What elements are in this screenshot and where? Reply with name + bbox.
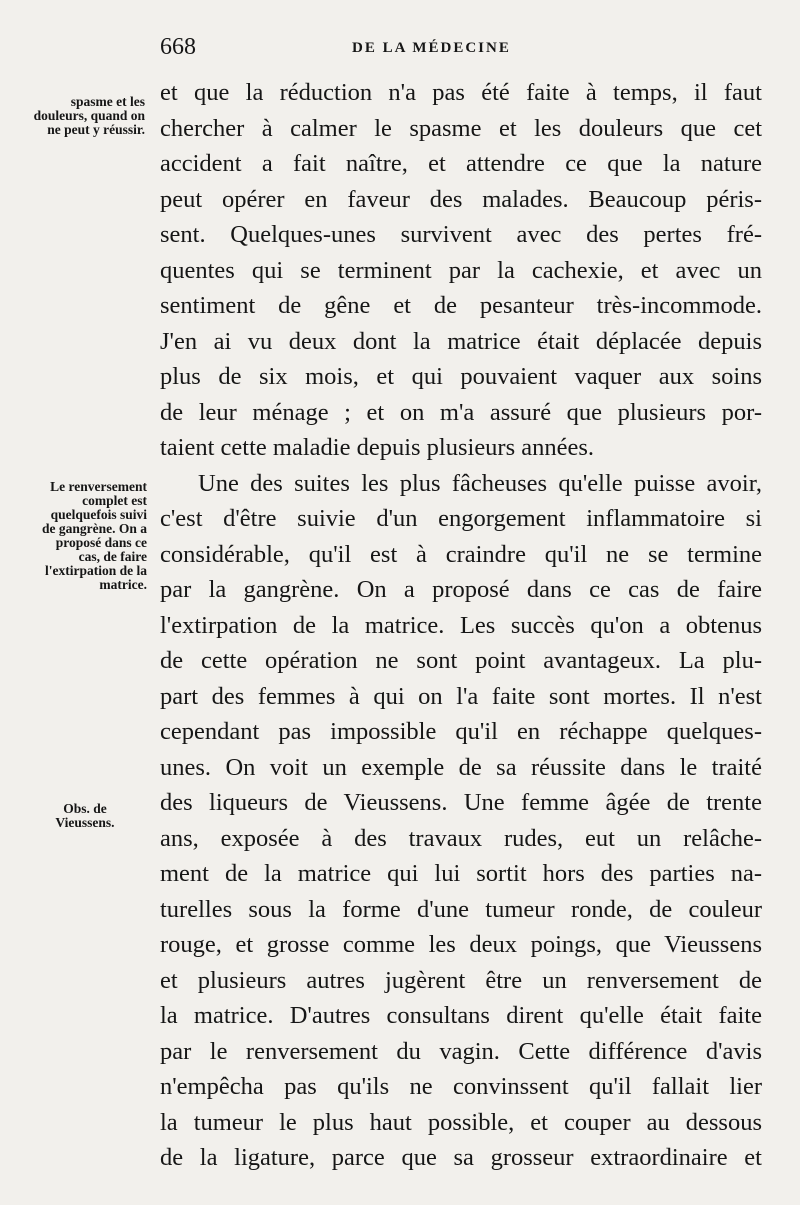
margin-notes xyxy=(0,0,150,1205)
text-line: rouge, et grosse comme les deux poings, que Vieussens xyxy=(160,931,762,958)
text-line: la matrice. D'autres consultans dirent qu'elle était faite xyxy=(160,1002,762,1029)
main-text xyxy=(160,75,762,1176)
text-line: peut opérer en faveur des malades. Beaucoup péris- xyxy=(160,185,762,213)
text-line: accident a fait naître, et attendre ce que la nature xyxy=(160,150,762,177)
text-line: chercher à calmer le spasme et les douleurs que cet xyxy=(160,114,762,142)
text-line: ans, exposée à des travaux rudes, eut un relâche- xyxy=(160,824,762,852)
margin-note: spasme et les douleurs, quand on ne peut y réussir. xyxy=(33,94,145,137)
page-number: 668 xyxy=(160,34,196,60)
text-line: et plusieurs autres jugèrent être un renversement de xyxy=(160,966,762,994)
text-line: par le renversement du vagin. Cette différence d'avis xyxy=(160,1037,762,1065)
text-line: de la ligature, parce que sa grosseur extraordinaire et xyxy=(160,1144,762,1171)
margin-note: Le renversement complet est quelquefois suivi de gangrène. On a proposé dans ce cas, de faire l'extirpation de la matrice. xyxy=(41,479,147,592)
text-line: c'est d'être suivie d'un engorgement inflammatoire si xyxy=(160,505,762,532)
running-head: DE LA MÉDECINE xyxy=(352,40,511,56)
text-line: par la gangrène. On a proposé dans ce cas de faire xyxy=(160,576,762,603)
text-line: quentes qui se terminent par la cachexie, et avec un xyxy=(160,256,762,284)
text-line: part des femmes à qui on l'a faite sont mortes. Il n'est xyxy=(160,682,762,710)
text-line: turelles sous la forme d'une tumeur ronde, de couleur xyxy=(160,895,762,923)
text-line: n'empêcha pas qu'ils ne convinssent qu'il fallait lier xyxy=(160,1073,762,1100)
text-line: de cette opération ne sont point avantageux. La plu- xyxy=(160,647,762,674)
text-line: sent. Quelques-unes survivent avec des pertes fré- xyxy=(160,221,762,248)
text-line: plus de six mois, et qui pouvaient vaquer aux soins xyxy=(160,363,762,390)
text-line: considérable, qu'il est à craindre qu'il ne se termine xyxy=(160,540,762,568)
text-line: ment de la matrice qui lui sortit hors des parties na- xyxy=(160,860,762,887)
text-line: J'en ai vu deux dont la matrice était déplacée depuis xyxy=(160,327,762,355)
text-line: cependant pas impossible qu'il en réchappe quelques- xyxy=(160,718,762,745)
text-line: Une des suites les plus fâcheuses qu'elle puisse avoir, xyxy=(198,469,762,497)
page-header xyxy=(160,34,760,64)
text-line: sentiment de gêne et de pesanteur très-incommode. xyxy=(160,292,762,319)
text-line: l'extirpation de la matrice. Les succès qu'on a obtenus xyxy=(160,611,762,639)
margin-note: Obs. de Vieussens. xyxy=(55,801,115,830)
text-line: la tumeur le plus haut possible, et couper au dessous xyxy=(160,1108,762,1136)
text-line: taient cette maladie depuis plusieurs années. xyxy=(160,434,595,461)
text-line: et que la réduction n'a pas été faite à temps, il faut xyxy=(160,79,762,106)
text-line: unes. On voit un exemple de sa réussite dans le traité xyxy=(160,753,762,781)
text-line: des liqueurs de Vieussens. Une femme âgée de trente xyxy=(160,789,762,816)
text-line: de leur ménage ; et on m'a assuré que plusieurs por- xyxy=(160,398,762,426)
